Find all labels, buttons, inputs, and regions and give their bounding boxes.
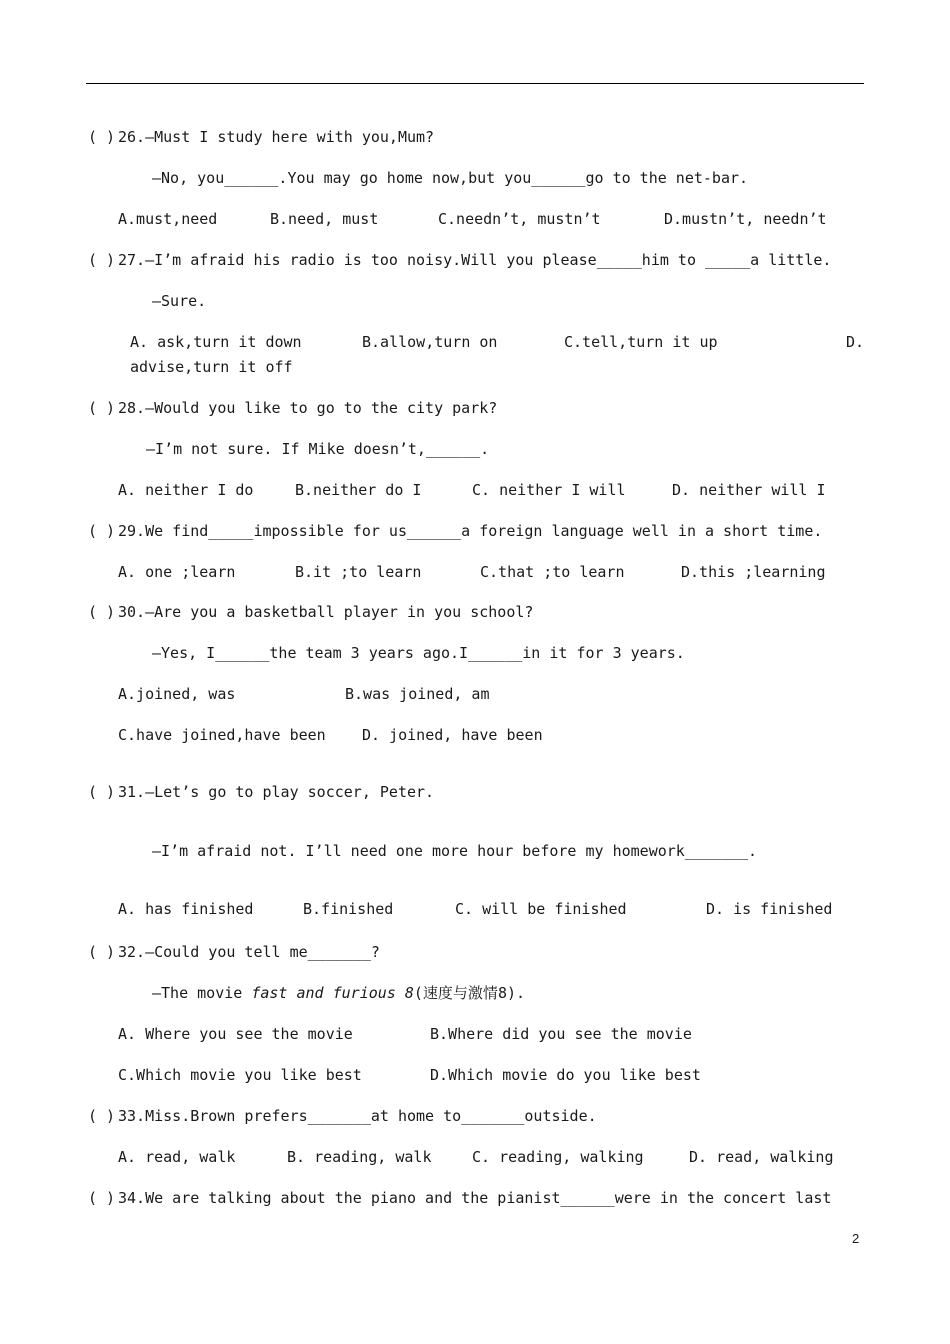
question-34: 34.We are talking about the piano and the pianist______were in the concert last <box>118 1189 832 1207</box>
option-a: A.joined, was <box>118 685 236 703</box>
question-28-reply: —I’m not sure. If Mike doesn’t,______. <box>146 440 490 458</box>
reply-prefix: —The movie <box>152 984 252 1002</box>
option-a: A. one ;learn <box>118 563 236 581</box>
option-c: C.have joined,have been <box>118 726 326 744</box>
option-a: A. neither I do <box>118 481 254 499</box>
question-30-reply: —Yes, I______the team 3 years ago.I______in it for 3 years. <box>152 644 685 662</box>
question-33: 33.Miss.Brown prefers_______at home to_______outside. <box>118 1107 597 1125</box>
question-31: 31.—Let’s go to play soccer, Peter. <box>118 783 435 801</box>
option-b: B.need, must <box>270 210 379 228</box>
answer-blank[interactable]: ( ) <box>88 1107 116 1125</box>
option-d: D.Which movie do you like best <box>430 1066 701 1084</box>
question-32-reply <box>152 983 525 1003</box>
option-c: C.Which movie you like best <box>118 1066 362 1084</box>
answer-blank[interactable]: ( ) <box>88 783 116 801</box>
option-d: D. joined, have been <box>362 726 543 744</box>
question-30: 30.—Are you a basketball player in you school? <box>118 603 534 621</box>
option-d: D.mustn’t, needn’t <box>664 210 827 228</box>
option-c: C.that ;to learn <box>480 563 625 581</box>
option-a: A.must,need <box>118 210 218 228</box>
option-a: A. has finished <box>118 900 254 918</box>
option-b: B.finished <box>303 900 394 918</box>
question-26: 26.—Must I study here with you,Mum? <box>118 128 435 146</box>
answer-blank[interactable]: ( ) <box>88 603 116 621</box>
option-c: C. neither I will <box>472 481 626 499</box>
answer-blank[interactable]: ( ) <box>88 1189 116 1207</box>
option-a: A. ask,turn it down <box>130 333 302 351</box>
question-26-reply: —No, you______.You may go home now,but you______go to the net-bar. <box>152 169 749 187</box>
option-a: A. read, walk <box>118 1148 236 1166</box>
option-a: A. Where you see the movie <box>118 1025 353 1043</box>
option-c: C.tell,turn it up <box>564 333 718 351</box>
question-28: 28.—Would you like to go to the city park? <box>118 399 498 417</box>
page-number: 2 <box>852 1231 860 1246</box>
question-32: 32.—Could you tell me_______? <box>118 943 380 961</box>
option-c: C. will be finished <box>455 900 627 918</box>
option-d-text: advise,turn it off <box>130 358 293 376</box>
question-31-reply: —I’m afraid not. I’ll need one more hour before my homework_______. <box>152 842 758 860</box>
option-b: B.Where did you see the movie <box>430 1025 692 1043</box>
option-d: D. neither will I <box>672 481 826 499</box>
option-b: B. reading, walk <box>287 1148 432 1166</box>
movie-title: fast and furious 8 <box>251 984 414 1002</box>
answer-blank[interactable]: ( ) <box>88 128 116 146</box>
option-d: D.this ;learning <box>681 563 826 581</box>
option-d: D. <box>846 333 865 351</box>
option-b: B.allow,turn on <box>362 333 498 351</box>
header-rule <box>86 83 864 84</box>
answer-blank[interactable]: ( ) <box>88 399 116 417</box>
option-b: B.neither do I <box>295 481 422 499</box>
answer-blank[interactable]: ( ) <box>88 522 116 540</box>
option-d: D. read, walking <box>689 1148 834 1166</box>
reply-suffix: (速度与激情8). <box>413 984 526 1002</box>
option-b: B.was joined, am <box>345 685 490 703</box>
option-b: B.it ;to learn <box>295 563 422 581</box>
question-27-reply: —Sure. <box>152 292 207 310</box>
answer-blank[interactable]: ( ) <box>88 251 116 269</box>
option-c: C. reading, walking <box>472 1148 644 1166</box>
option-c: C.needn’t, mustn’t <box>438 210 601 228</box>
option-d: D. is finished <box>706 900 833 918</box>
question-29: 29.We find_____impossible for us______a foreign language well in a short time. <box>118 522 823 540</box>
answer-blank[interactable]: ( ) <box>88 943 116 961</box>
question-27: 27.—I’m afraid his radio is too noisy.Will you please_____him to _____a little. <box>118 251 832 269</box>
